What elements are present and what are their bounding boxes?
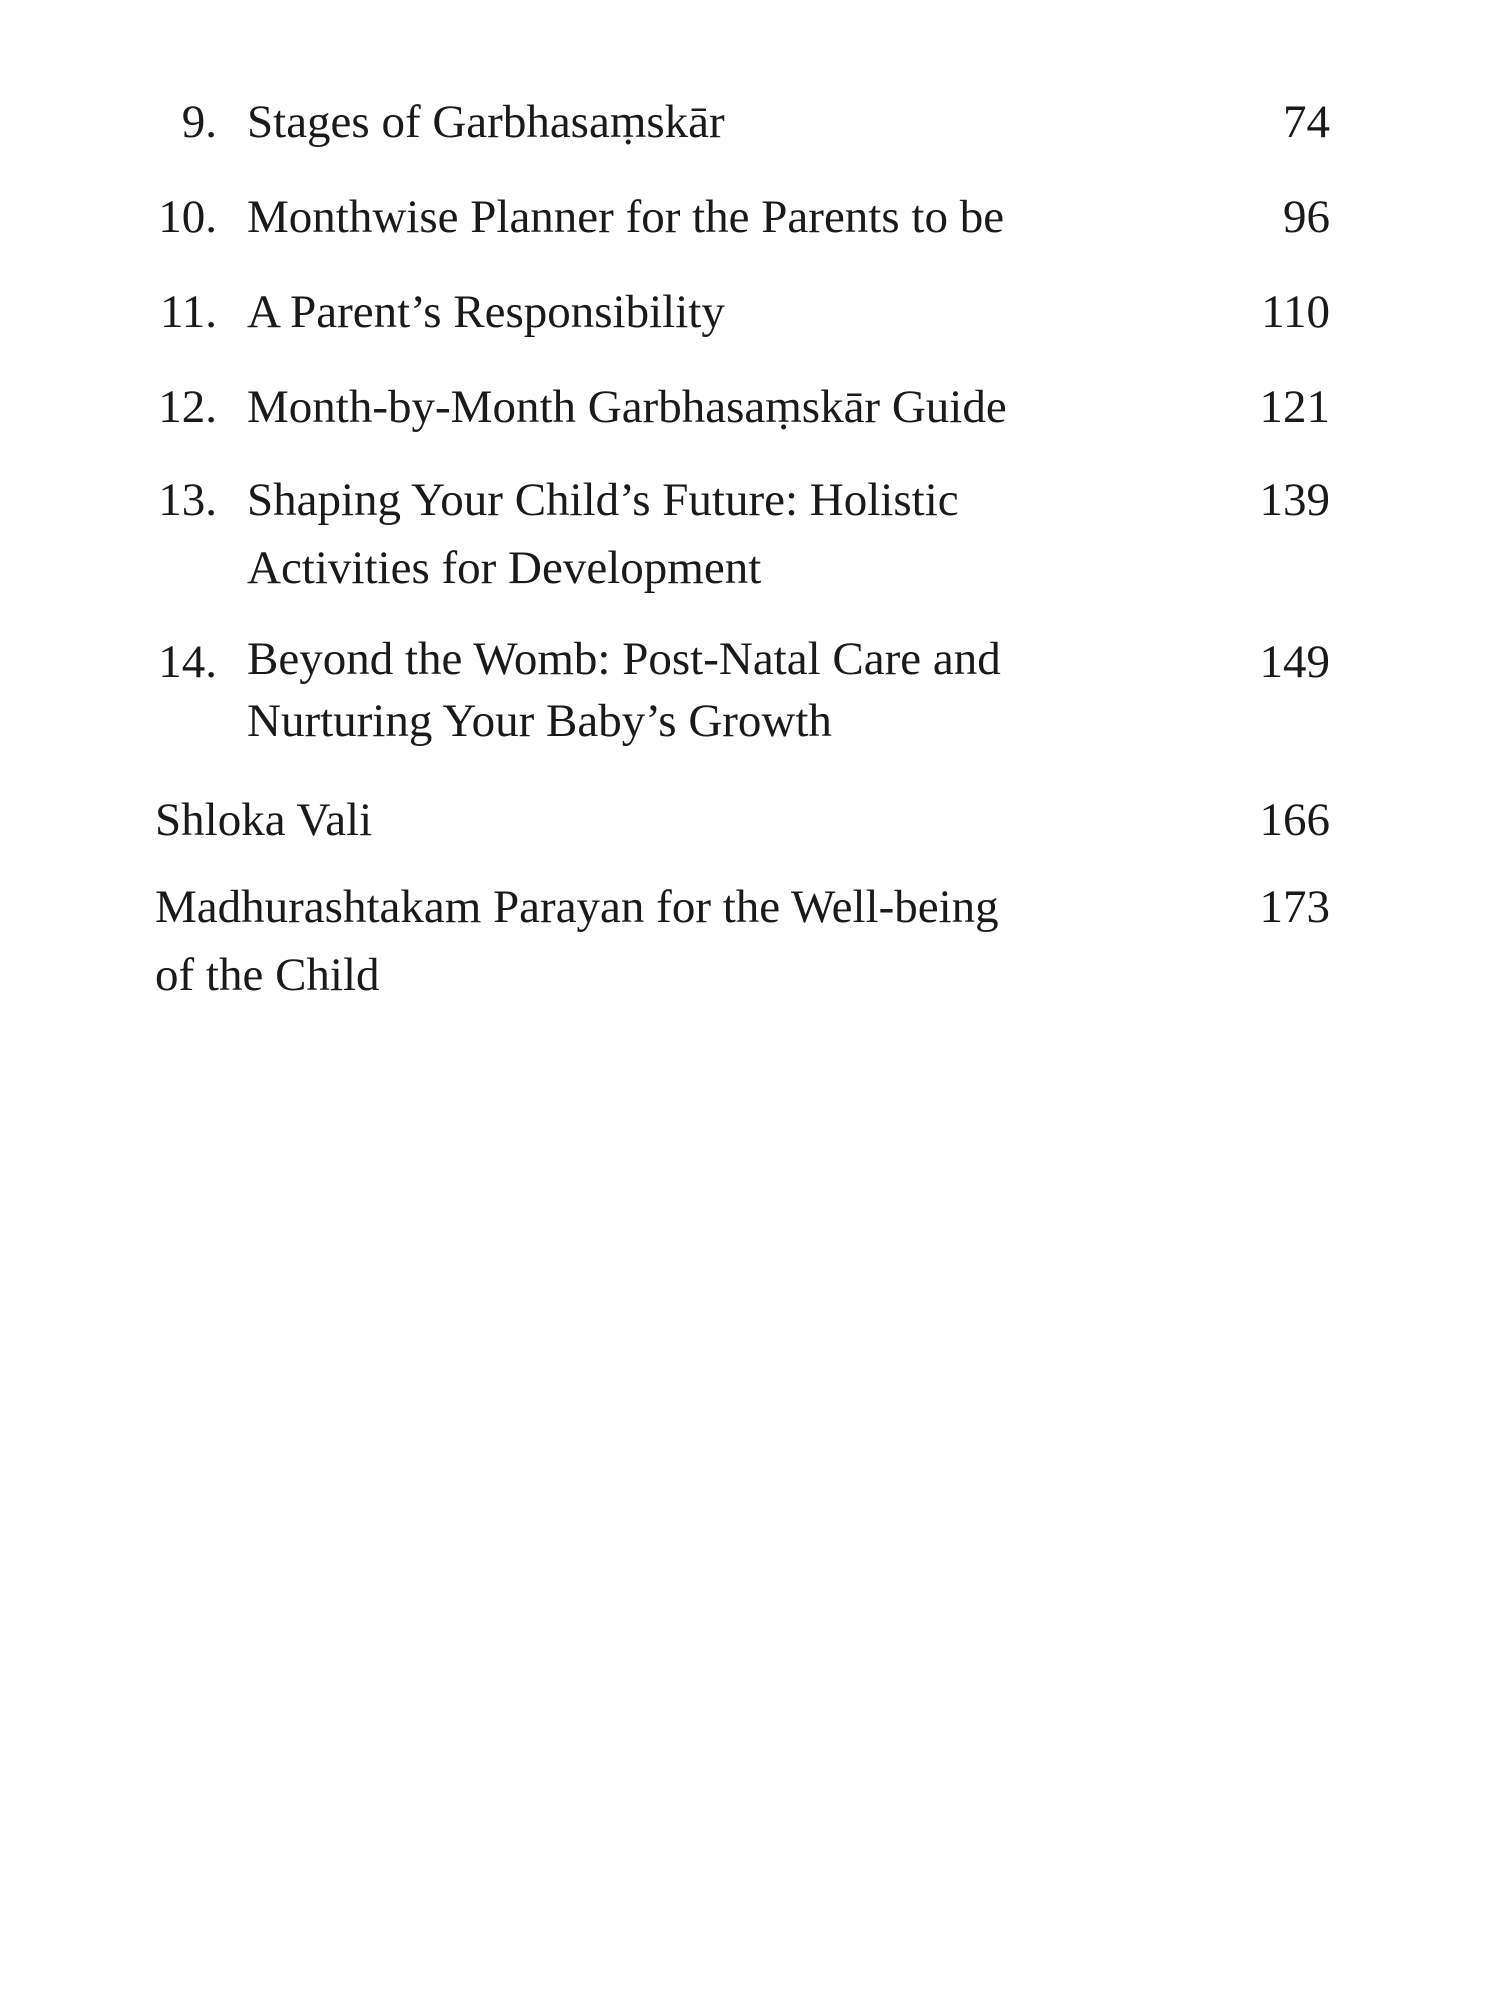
page-number: 166 xyxy=(1259,794,1330,846)
toc-entry-9[interactable] xyxy=(155,88,1330,156)
chapter-title xyxy=(247,466,1127,602)
toc-entry-shloka-vali[interactable] xyxy=(155,786,1330,854)
chapter-title-line: Beyond the Womb: Post-Natal Care and xyxy=(247,633,1001,685)
chapter-title xyxy=(247,628,1127,752)
page-number: 173 xyxy=(1259,881,1330,933)
chapter-title xyxy=(247,88,1127,156)
toc-entry-13[interactable] xyxy=(155,466,1330,602)
toc-entry-10[interactable] xyxy=(155,183,1330,251)
page-number: 74 xyxy=(1283,96,1330,148)
section-title xyxy=(155,873,1155,1009)
page-number: 149 xyxy=(1259,636,1330,688)
chapter-number: 9. xyxy=(181,96,217,148)
chapter-title-line: Stages of Garbhasaṃskār xyxy=(247,96,725,148)
chapter-number: 10. xyxy=(158,191,217,243)
chapter-number: 12. xyxy=(158,381,217,433)
chapter-title-line: Month-by-Month Garbhasaṃskār Guide xyxy=(247,381,1007,433)
chapter-title xyxy=(247,183,1127,251)
toc-entry-madhurashtakam[interactable] xyxy=(155,873,1330,1009)
chapter-title xyxy=(247,373,1127,441)
section-title-line: Shloka Vali xyxy=(155,794,373,846)
chapter-title-line: Monthwise Planner for the Parents to be xyxy=(247,191,1005,243)
page-number: 96 xyxy=(1283,191,1330,243)
chapter-title-line: A Parent’s Responsibility xyxy=(247,286,725,338)
toc-entry-11[interactable] xyxy=(155,278,1330,346)
section-title-line: of the Child xyxy=(155,949,380,1001)
page-number: 121 xyxy=(1259,381,1330,433)
chapter-title-line: Activities for Development xyxy=(247,542,762,594)
chapter-number: 14. xyxy=(158,636,217,688)
chapter-title xyxy=(247,278,1127,346)
toc-entry-14[interactable] xyxy=(155,628,1330,764)
chapter-number: 13. xyxy=(158,474,217,526)
page-number: 139 xyxy=(1259,474,1330,526)
page-number: 110 xyxy=(1261,286,1330,338)
chapter-title-line: Shaping Your Child’s Future: Holistic xyxy=(247,474,959,526)
chapter-number: 11. xyxy=(159,286,217,338)
section-title xyxy=(155,786,1155,854)
chapter-title-line: Nurturing Your Baby’s Growth xyxy=(247,695,832,747)
toc-entry-12[interactable] xyxy=(155,373,1330,441)
section-title-line: Madhurashtakam Parayan for the Well-being xyxy=(155,881,999,933)
